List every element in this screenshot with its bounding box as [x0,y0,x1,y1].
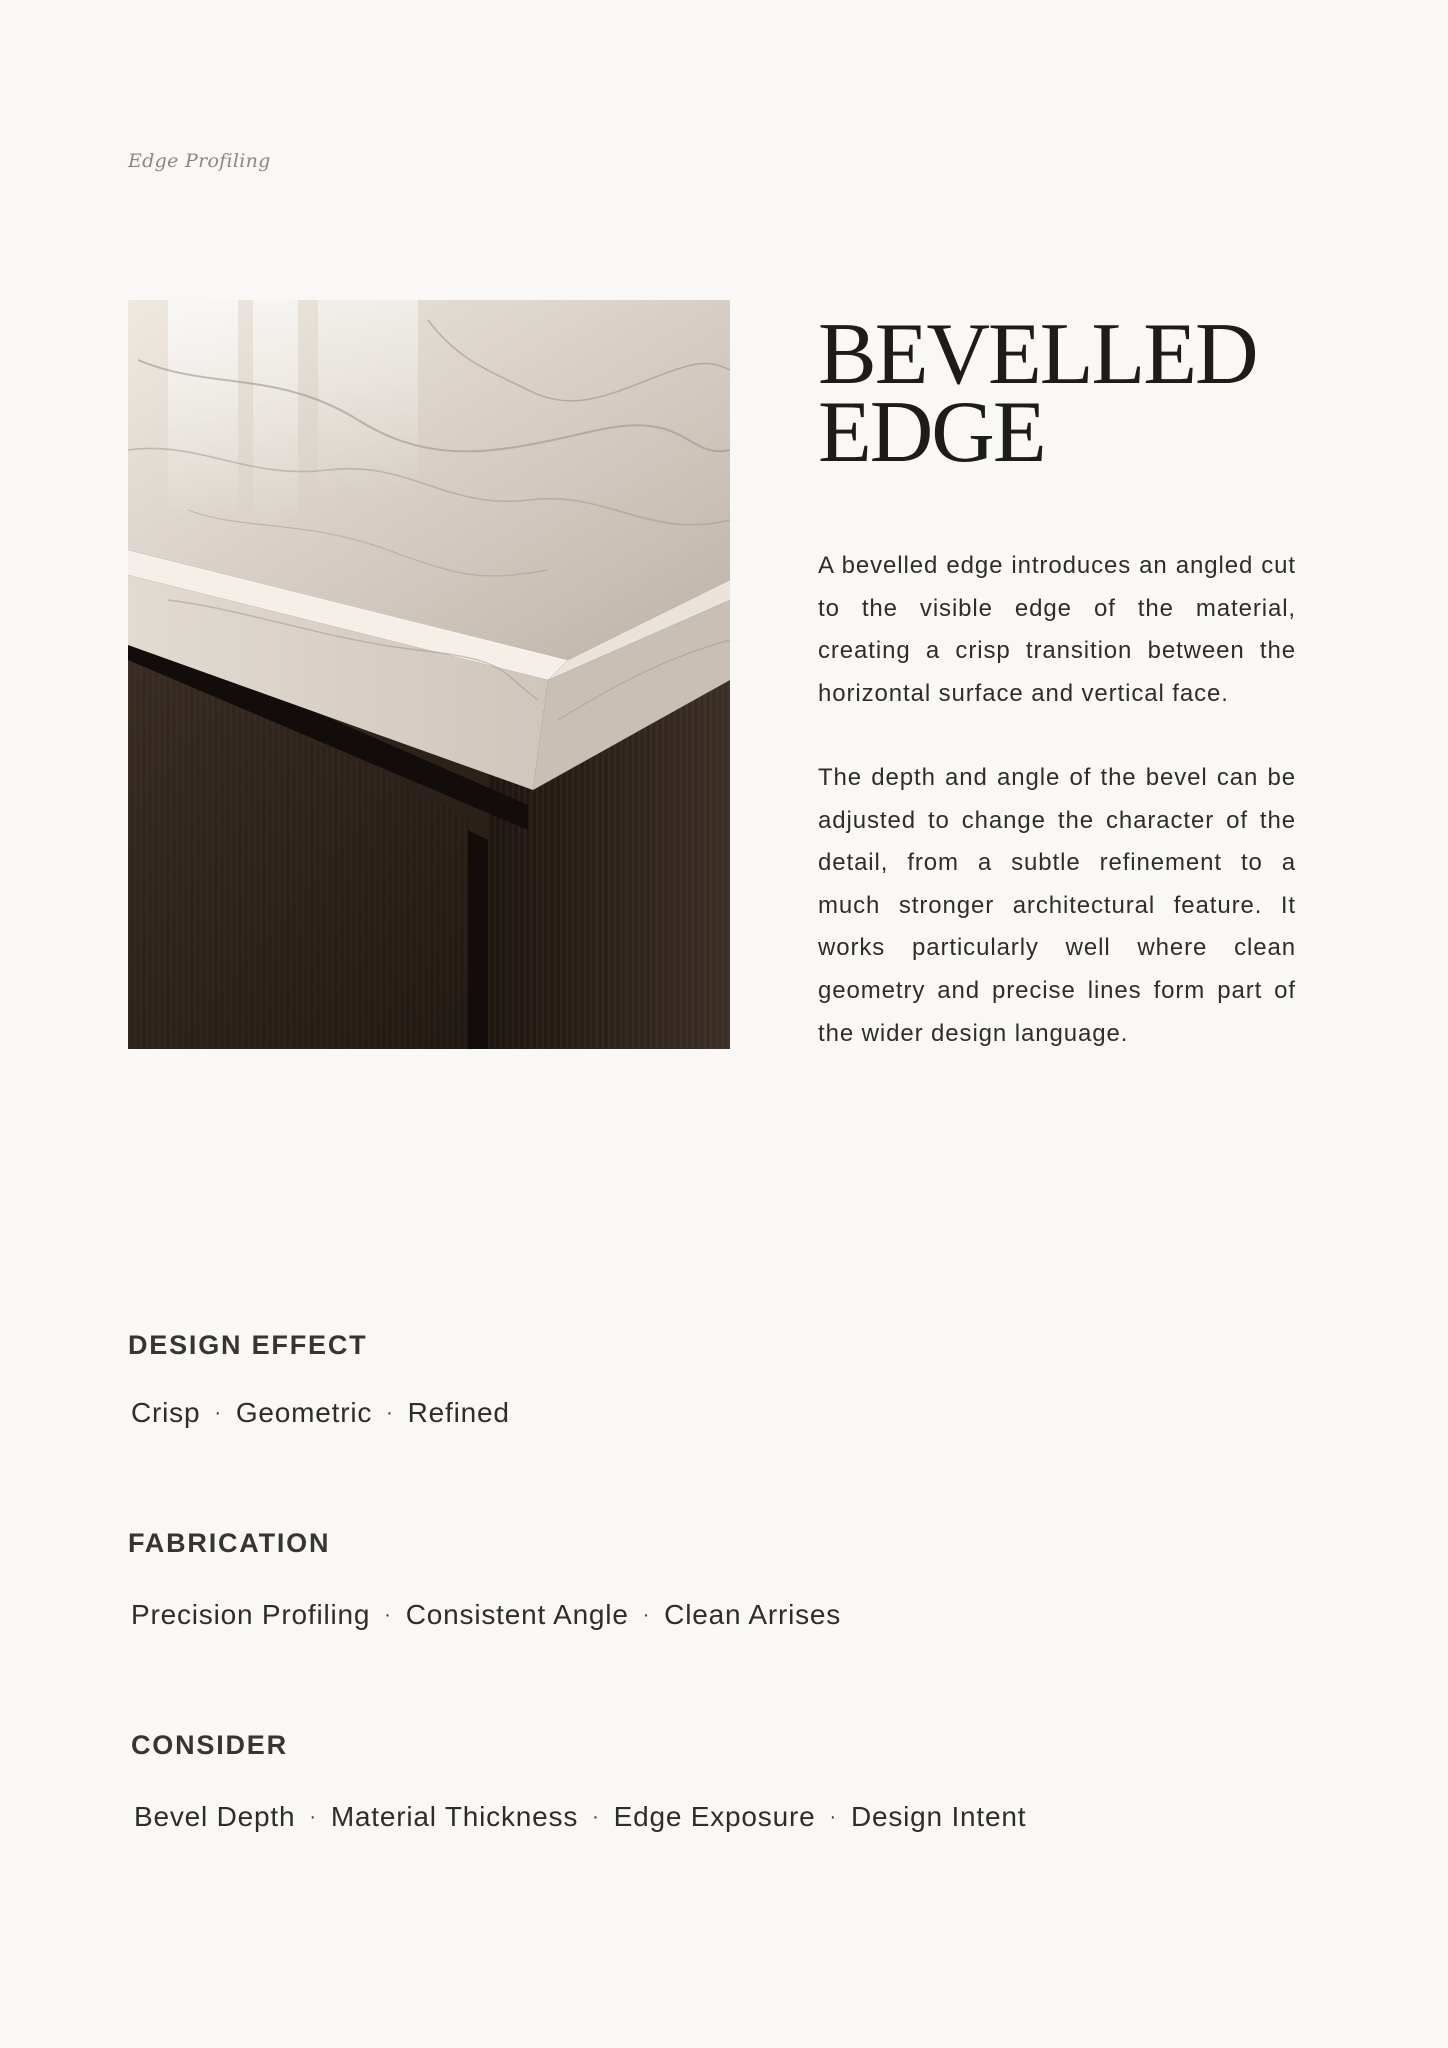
design-effect-heading: DESIGN EFFECT [128,1330,368,1360]
design-effect-tags [131,1397,510,1429]
tag-separator: · [592,1805,600,1828]
tag-separator: · [386,1401,394,1424]
tag-separator: · [642,1603,651,1626]
hero-image [128,300,730,1049]
fabrication-tags [131,1599,841,1631]
consider-heading: CONSIDER [131,1730,288,1760]
fabrication-heading: FABRICATION [128,1528,331,1558]
tag-refined: Refined [407,1397,510,1428]
marble-countertop-illustration [128,300,730,1049]
tag-edge-exposure: Edge Exposure [613,1801,816,1832]
consider-tags [134,1801,1026,1833]
tag-precision-profiling: Precision Profiling [131,1599,371,1630]
title-line-2: EDGE [818,384,1045,481]
tag-bevel-depth: Bevel Depth [134,1801,296,1832]
tag-separator: · [309,1805,317,1828]
tag-consistent-angle: Consistent Angle [405,1599,629,1630]
detail-paragraph: The depth and angle of the bevel can be adjusted to change the character of the detail, from a subtle refinement to a much stronger architectural feature. It works particularly well where clean geometry and precise lines form part of the wider design language. [818,764,1296,1047]
tag-geometric: Geometric [235,1397,373,1428]
tag-separator: · [214,1401,222,1424]
tag-separator: · [829,1805,837,1828]
tag-material-thickness: Material Thickness [330,1801,579,1832]
title-line-1: BEVELLED [818,306,1257,403]
page-title [818,306,1257,481]
tag-clean-arrises: Clean Arrises [664,1599,842,1630]
tag-separator: · [384,1603,392,1626]
tag-design-intent: Design Intent [850,1801,1027,1832]
intro-paragraph: A bevelled edge introduces an angled cut to the visible edge of the material, creating a crisp transition between the horizontal surface and vertical face. [818,552,1296,707]
tag-crisp: Crisp [131,1397,201,1428]
eyebrow-label: Edge Profiling [128,150,271,172]
